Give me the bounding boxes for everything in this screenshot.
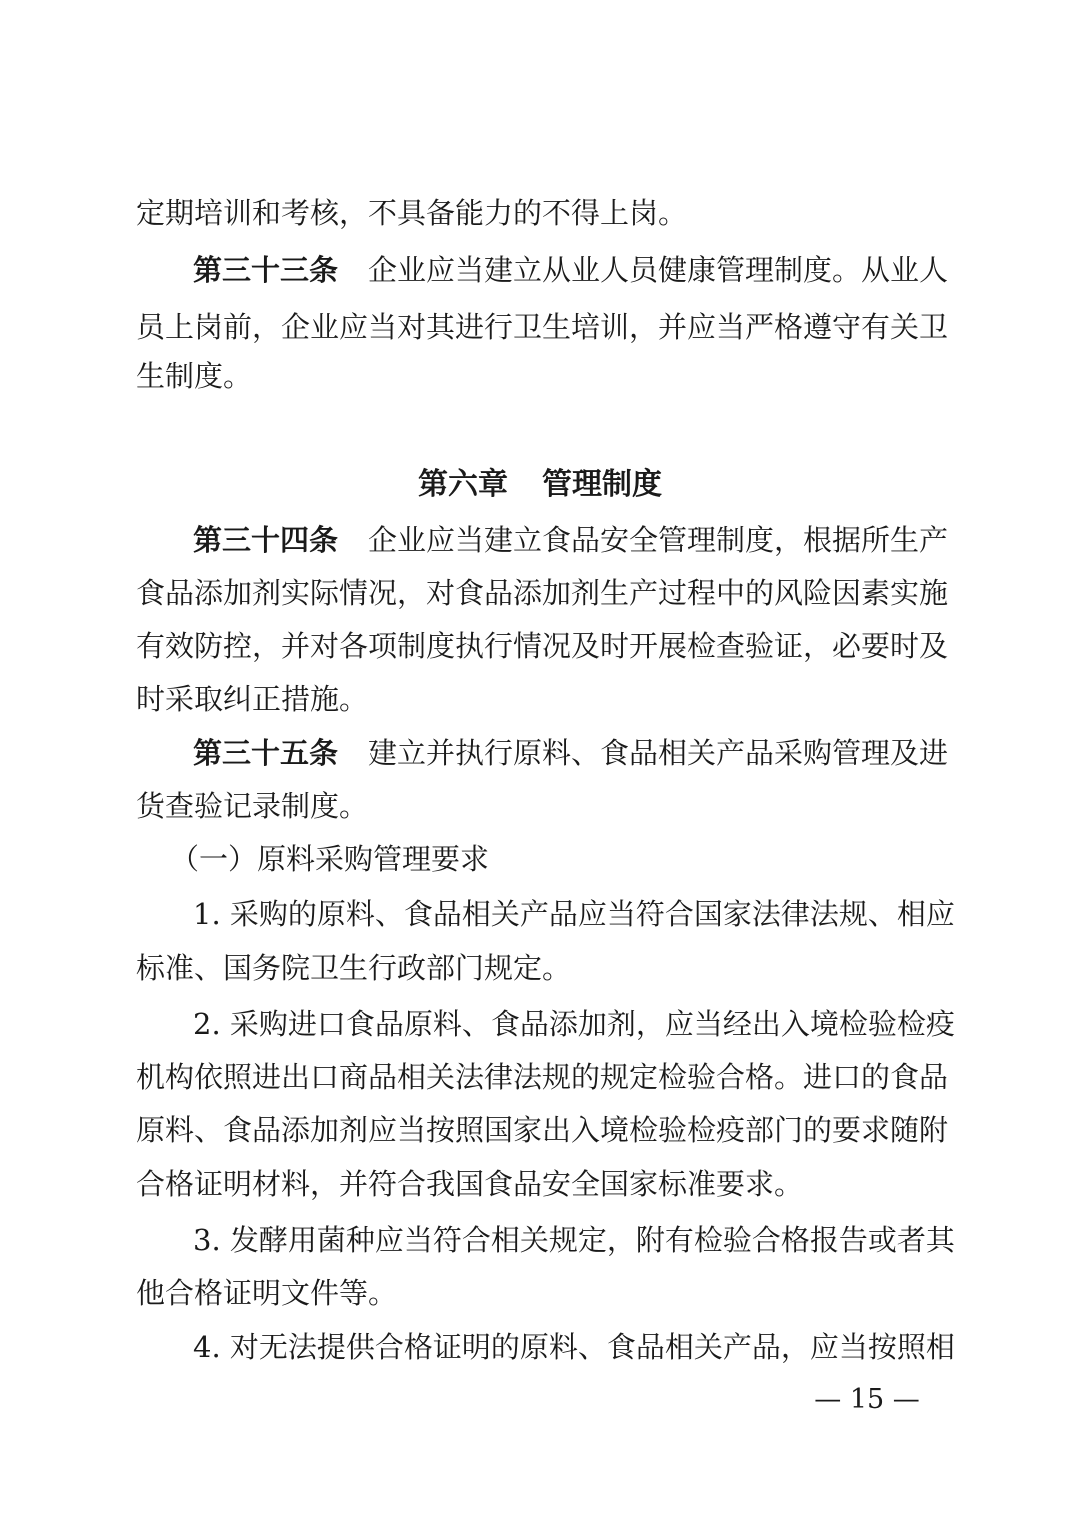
article-33-line-1 [193,240,949,300]
list-item-1-line-1: 1. 采购的原料、食品相关产品应当符合国家法律法规、相应 [193,897,955,931]
paragraph-line: 机构依照进出口商品相关法律法规的规定检验合格。进口的食品 [136,1060,949,1094]
article-35-line-1 [193,723,949,783]
chapter-heading [0,455,1080,515]
paragraph-line: 货查验记录制度。 [136,789,369,823]
article-35-number: 第三十五条 [193,736,339,770]
paragraph-line: 标准、国务院卫生行政部门规定。 [136,951,572,985]
paragraph-line: 定期培训和考核，不具备能力的不得上岗。 [136,196,688,230]
paragraph-line: 生制度。 [136,359,253,393]
article-33-text: 企业应当建立从业人员健康管理制度。从业人 [368,253,949,287]
paragraph-line: 时采取纠正措施。 [136,682,369,716]
paragraph-line: 食品添加剂实际情况，对食品添加剂生产过程中的风险因素实施 [136,576,949,610]
list-item-2-line-1: 2. 采购进口食品原料、食品添加剂，应当经出入境检验检疫 [193,1007,955,1041]
paragraph-line: 他合格证明文件等。 [136,1276,398,1310]
article-35-text: 建立并执行原料、食品相关产品采购管理及进 [368,736,949,770]
article-34-line-1 [193,510,949,570]
paragraph-line: 员上岗前，企业应当对其进行卫生培训，并应当严格遵守有关卫 [136,310,949,344]
article-34-number: 第三十四条 [193,523,339,557]
subsection-heading: （一）原料采购管理要求 [170,842,490,876]
page-number: — 15 — [814,1384,920,1415]
list-item-3-line-1: 3. 发酵用菌种应当符合相关规定，附有检验合格报告或者其 [193,1223,955,1257]
chapter-number: 第六章 [418,467,508,502]
chapter-title: 管理制度 [542,467,662,502]
paragraph-line: 原料、食品添加剂应当按照国家出入境检验检疫部门的要求随附 [136,1113,949,1147]
article-33-number: 第三十三条 [193,253,339,287]
article-34-text: 企业应当建立食品安全管理制度，根据所生产 [368,523,949,557]
paragraph-line: 有效防控，并对各项制度执行情况及时开展检查验证，必要时及 [136,629,949,663]
list-item-4-line-1: 4. 对无法提供合格证明的原料、食品相关产品，应当按照相 [193,1330,955,1364]
paragraph-line: 合格证明材料，并符合我国食品安全国家标准要求。 [136,1167,804,1201]
